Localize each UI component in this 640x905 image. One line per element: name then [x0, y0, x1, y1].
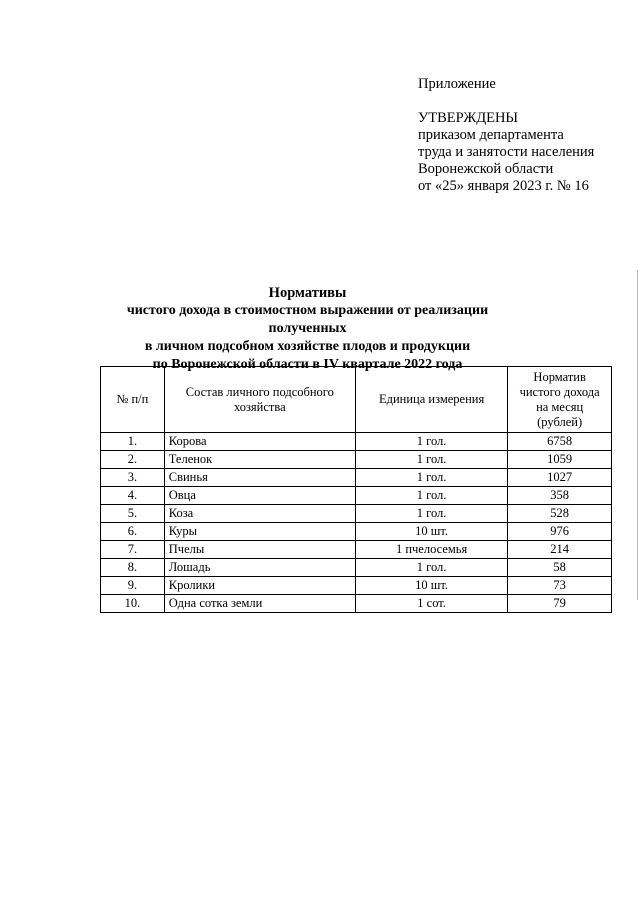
title-line-3: по Воронежской области в IV квартале 2022 года	[152, 357, 463, 372]
cell-value: 976	[508, 523, 612, 541]
cell-value: 214	[508, 541, 612, 559]
cell-unit: 1 гол.	[355, 469, 507, 487]
cell-unit: 1 гол.	[355, 559, 507, 577]
cell-name: Овца	[164, 487, 355, 505]
cell-value: 6758	[508, 433, 612, 451]
cell-value: 1059	[508, 451, 612, 469]
header-name: Состав личного подсобного хозяйства	[164, 367, 355, 433]
cell-unit: 1 сот.	[355, 595, 507, 613]
cell-value: 73	[508, 577, 612, 595]
cell-value: 528	[508, 505, 612, 523]
approval-line-2: труда и занятости населения	[418, 144, 595, 160]
cell-unit: 1 гол.	[355, 451, 507, 469]
cell-num: 1.	[101, 433, 165, 451]
cell-name: Одна сотка земли	[164, 595, 355, 613]
cell-unit: 10 шт.	[355, 523, 507, 541]
table-row	[101, 523, 612, 541]
document-title	[95, 284, 520, 374]
cell-num: 7.	[101, 541, 165, 559]
cell-unit: 10 шт.	[355, 577, 507, 595]
header-value: Норматив чистого дохода на месяц (рублей)	[508, 367, 612, 433]
cell-name: Куры	[164, 523, 355, 541]
cell-name: Корова	[164, 433, 355, 451]
norms-table	[100, 366, 612, 613]
cell-num: 10.	[101, 595, 165, 613]
cell-num: 8.	[101, 559, 165, 577]
header-unit: Единица измерения	[355, 367, 507, 433]
appendix-label: Приложение	[418, 76, 496, 92]
table-row	[101, 541, 612, 559]
cell-unit: 1 гол.	[355, 487, 507, 505]
approved-label: УТВЕРЖДЕНЫ	[418, 110, 519, 126]
cell-value: 58	[508, 559, 612, 577]
cell-num: 2.	[101, 451, 165, 469]
approval-line-3: Воронежской области	[418, 161, 554, 177]
approval-block	[418, 76, 594, 195]
cell-unit: 1 гол.	[355, 505, 507, 523]
approval-line-4: от «25» января 2023 г. № 16	[418, 178, 589, 194]
scan-edge-line	[637, 270, 638, 600]
cell-unit: 1 гол.	[355, 433, 507, 451]
cell-name: Свинья	[164, 469, 355, 487]
spacer	[418, 93, 594, 110]
cell-name: Теленок	[164, 451, 355, 469]
cell-name: Пчелы	[164, 541, 355, 559]
cell-name: Лошадь	[164, 559, 355, 577]
cell-unit: 1 пчелосемья	[355, 541, 507, 559]
cell-value: 358	[508, 487, 612, 505]
table-row	[101, 487, 612, 505]
title-line-1: чистого дохода в стоимостном выражении от реализации полученных	[126, 303, 489, 336]
header-num: № п/п	[101, 367, 165, 433]
cell-num: 9.	[101, 577, 165, 595]
table-row	[101, 559, 612, 577]
table-row	[101, 469, 612, 487]
table-row	[101, 505, 612, 523]
cell-name: Кролики	[164, 577, 355, 595]
cell-value: 1027	[508, 469, 612, 487]
cell-num: 3.	[101, 469, 165, 487]
table-header-row	[101, 367, 612, 433]
cell-value: 79	[508, 595, 612, 613]
cell-num: 4.	[101, 487, 165, 505]
cell-num: 6.	[101, 523, 165, 541]
title-main: Нормативы	[268, 285, 347, 301]
table-row	[101, 451, 612, 469]
cell-name: Коза	[164, 505, 355, 523]
table-row	[101, 595, 612, 613]
title-line-2: в личном подсобном хозяйстве плодов и продукции	[144, 339, 471, 354]
cell-num: 5.	[101, 505, 165, 523]
table-row	[101, 577, 612, 595]
approval-line-1: приказом департамента	[418, 127, 564, 143]
table-row	[101, 433, 612, 451]
